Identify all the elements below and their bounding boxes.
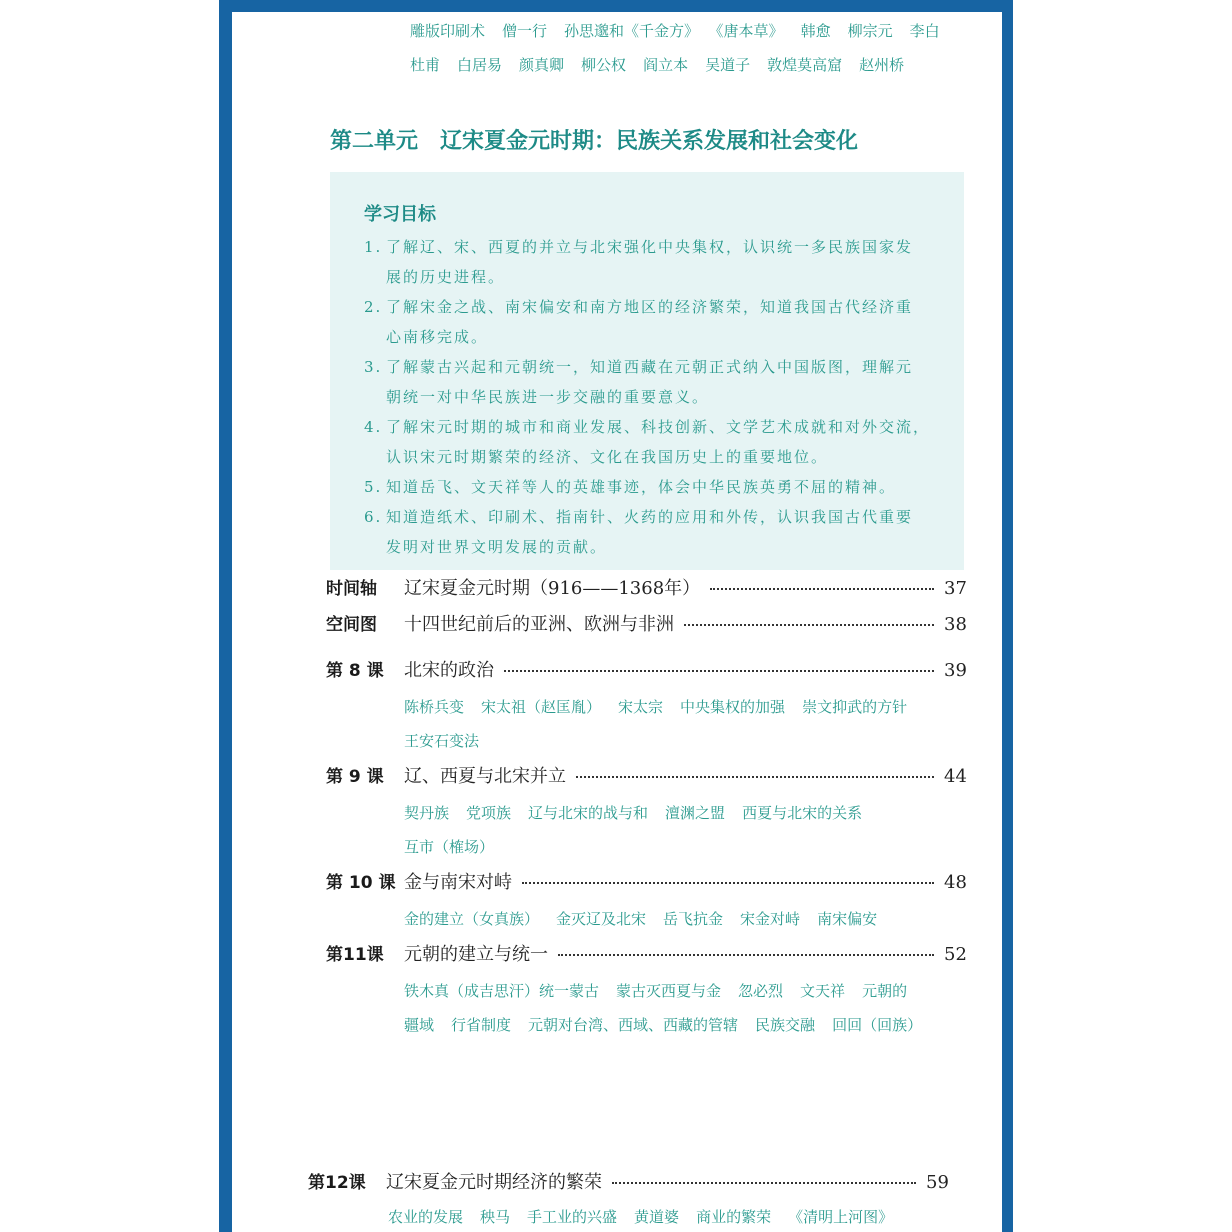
subtopic: 金的建立（女真族） [404,910,540,928]
subtopic: 黄道婆 [634,1208,680,1226]
subtopic: 农业的发展 [388,1208,464,1226]
goal-item [364,352,930,412]
goal-number: 6. [364,508,383,526]
subtopic: 忽必烈 [738,982,784,1000]
subtopic: 宋金对峙 [740,910,801,928]
goal-text: 了解宋金之战、南宋偏安和南方地区的经济繁荣，知道我国古代经济重 [386,298,914,316]
keyword: 赵州桥 [859,56,905,74]
toc-page-number: 39 [944,660,967,681]
book-page [232,12,1002,1232]
keyword: 《唐本草》 [716,22,784,40]
toc-title: 十四世纪前后的亚洲、欧洲与非洲 [404,614,674,635]
goal-number: 4. [364,418,383,436]
subtopic: 元朝的 [862,982,908,1000]
keyword: 李白 [909,22,940,40]
unit-title-text: 辽宋夏金元时期：民族关系发展和社会变化 [440,129,859,154]
subtopic: 党项族 [466,804,512,822]
toc-page-number: 38 [944,614,967,635]
toc-title: 北宋的政治 [404,660,494,681]
toc-title: 辽宋夏金元时期经济的繁荣 [386,1172,602,1193]
toc-subtopics [388,1206,910,1227]
toc-subtopics [404,980,924,1001]
goal-item [364,502,930,562]
goal-text-cont: 朝统一对中华民族进一步交融的重要意义。 [386,388,710,406]
toc-label: 第 10 课 [326,873,396,893]
toc-entry-timeline[interactable] [326,574,966,602]
keyword: 韩愈 [800,22,831,40]
subtopic: 宋太宗 [618,698,664,716]
keyword: 白居易 [457,56,503,74]
toc-label: 第11课 [326,945,384,965]
goal-number: 2. [364,298,383,316]
toc-entry-lesson-11[interactable] [326,940,966,968]
subtopic: 疆域 [404,1016,435,1034]
toc-subtopics [404,730,496,751]
keyword: 阎立本 [643,56,689,74]
subtopic: 澶渊之盟 [665,804,726,822]
toc-title: 金与南宋对峙 [404,872,512,893]
keyword: 雕版印刷术 [410,22,486,40]
subtopic: 秧马 [480,1208,511,1226]
subtopic: 《清明上河图》 [788,1208,894,1226]
subtopic: 行省制度 [451,1016,512,1034]
subtopic: 西夏与北宋的关系 [742,804,863,822]
subtopic: 互市（榷场） [404,838,495,856]
subtopic: 民族交融 [755,1016,816,1034]
goal-text-cont: 展的历史进程。 [386,268,506,286]
toc-page-number: 44 [944,766,967,787]
goals-heading: 学习目标 [364,204,436,225]
toc-leader-dots [504,670,934,672]
toc-page-number: 52 [944,944,967,965]
toc-label: 时间轴 [326,579,377,599]
unit-title [330,124,858,155]
toc-subtopics [404,1014,939,1035]
subtopic: 崇文抑武的方针 [802,698,908,716]
unit-label: 第二单元 [330,129,419,154]
subtopic: 回回（回族） [832,1016,923,1034]
subtopic: 铁木真（成吉思汗）统一蒙古 [404,982,600,1000]
toc-page-number: 37 [944,578,967,599]
toc-page-number: 59 [926,1172,949,1193]
toc-entry-lesson-9[interactable] [326,762,966,790]
goal-text-cont: 心南移完成。 [386,328,489,346]
goal-text: 知道岳飞、文天祥等人的英雄事迹，体会中华民族英勇不屈的精神。 [386,478,897,496]
goal-number: 1. [364,238,383,256]
toc-label: 第 9 课 [326,767,384,787]
toc-title: 辽、西夏与北宋并立 [404,766,566,787]
subtopic: 辽与北宋的战与和 [528,804,649,822]
keywords-line-2 [410,54,921,75]
keyword: 柳公权 [581,56,627,74]
toc-page-number: 48 [944,872,967,893]
goal-text: 了解辽、宋、西夏的并立与北宋强化中央集权，认识统一多民族国家发 [386,238,914,256]
toc-leader-dots [710,588,934,590]
goal-text: 知道造纸术、印刷术、指南针、火药的应用和外传，认识我国古代重要 [386,508,914,526]
keyword: 吴道子 [705,56,751,74]
toc-leader-dots [522,882,934,884]
subtopic: 手工业的兴盛 [527,1208,618,1226]
goal-item [364,292,930,352]
toc-label: 第 8 课 [326,661,384,681]
toc-leader-dots [612,1182,916,1184]
keywords-line-1 [410,20,957,41]
toc-label: 空间图 [326,615,377,635]
goal-text: 了解宋元时期的城市和商业发展、科技创新、文学艺术成就和对外交流， [386,418,931,436]
toc-entry-lesson-8[interactable] [326,656,966,684]
toc-subtopics [404,696,924,717]
goal-text-cont: 认识宋元时期繁荣的经济、文化在我国历史上的重要地位。 [386,448,829,466]
subtopic: 金灭辽及北宋 [556,910,647,928]
goal-number: 3. [364,358,383,376]
subtopic: 商业的繁荣 [696,1208,772,1226]
learning-goals-box [330,172,964,570]
toc-entry-space-map[interactable] [326,610,966,638]
keyword: 颜真卿 [519,56,565,74]
toc-entry-lesson-10[interactable] [326,868,966,896]
keyword: 柳宗元 [847,22,893,40]
toc-title: 辽宋夏金元时期（916——1368年） [404,578,701,599]
toc-entry-lesson-12[interactable] [308,1168,948,1196]
toc-subtopics [404,908,894,929]
goal-item [364,412,930,472]
subtopic: 蒙古灭西夏与金 [616,982,722,1000]
toc-label: 第12课 [308,1173,366,1193]
subtopic: 宋太祖（赵匡胤） [481,698,602,716]
subtopic: 契丹族 [404,804,450,822]
goal-item [364,232,930,292]
toc-subtopics [404,836,511,857]
keyword: 敦煌莫高窟 [767,56,843,74]
toc-subtopics [404,802,879,823]
subtopic: 王安石变法 [404,732,480,750]
keyword: 孙思邈和《千金方》 [564,22,700,40]
goal-number: 5. [364,478,383,496]
toc-leader-dots [576,776,934,778]
subtopic: 中央集权的加强 [680,698,786,716]
goal-text-cont: 发明对世界文明发展的贡献。 [386,538,608,556]
subtopic: 元朝对台湾、西域、西藏的管辖 [528,1016,739,1034]
toc-leader-dots [558,954,934,956]
keyword: 杜甫 [410,56,441,74]
subtopic: 文天祥 [800,982,846,1000]
toc-leader-dots [684,624,934,626]
subtopic: 南宋偏安 [817,910,878,928]
subtopic: 陈桥兵变 [404,698,465,716]
goal-item [364,472,930,502]
subtopic: 岳飞抗金 [663,910,724,928]
goal-text: 了解蒙古兴起和元朝统一，知道西藏在元朝正式纳入中国版图，理解元 [386,358,914,376]
toc-title: 元朝的建立与统一 [404,944,548,965]
keyword: 僧一行 [502,22,548,40]
